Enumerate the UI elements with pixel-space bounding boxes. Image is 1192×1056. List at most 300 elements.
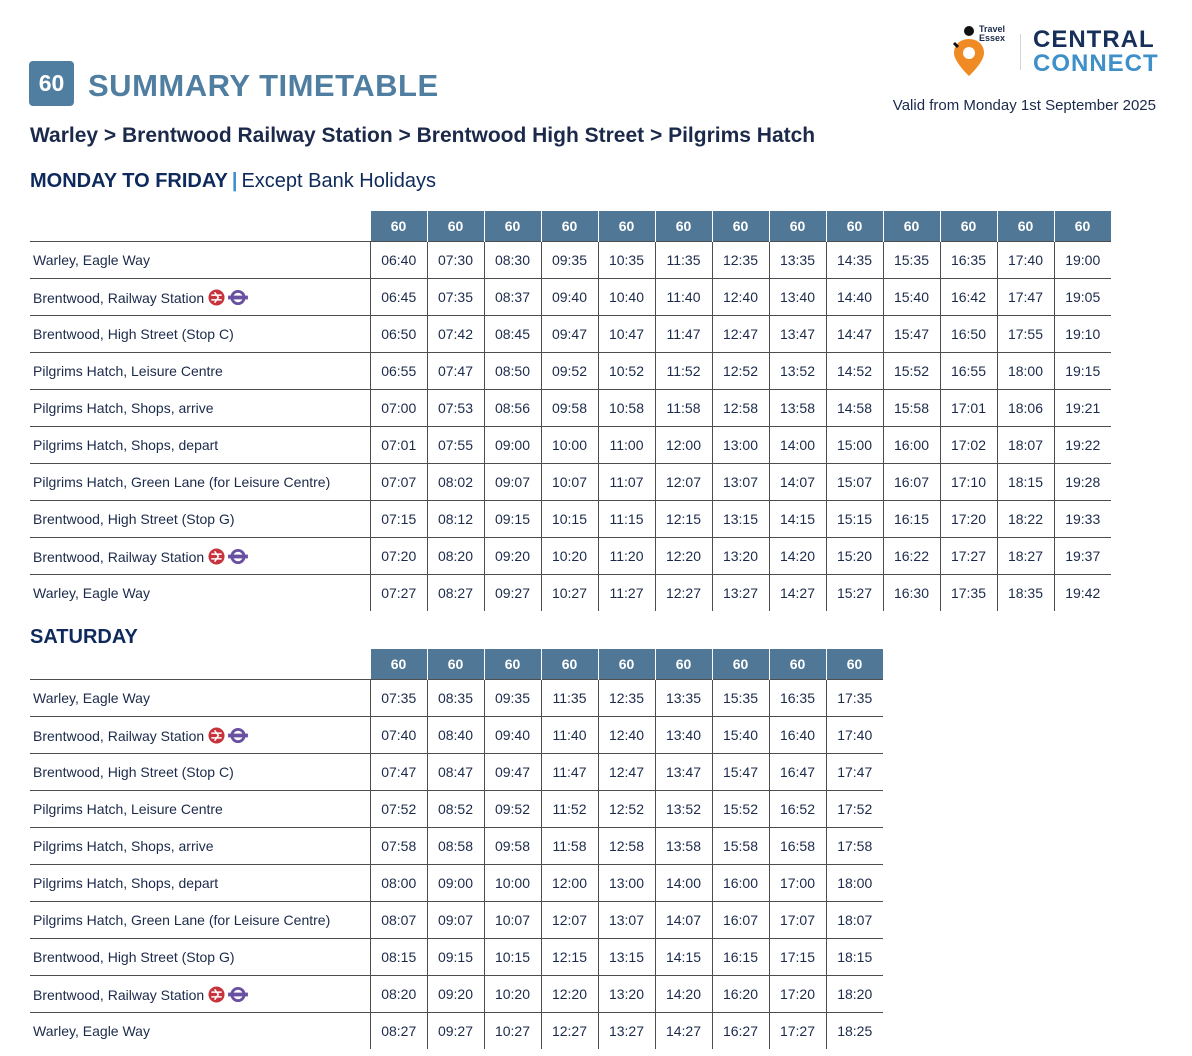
timetable-row xyxy=(30,680,883,717)
departure-time: 19:00 xyxy=(1054,242,1111,279)
departure-time: 09:52 xyxy=(484,791,541,828)
departure-time: 13:52 xyxy=(769,353,826,390)
rail-interchange-icons xyxy=(208,986,249,1003)
departure-time: 17:01 xyxy=(940,390,997,427)
departure-time: 09:15 xyxy=(484,501,541,538)
departure-time: 09:40 xyxy=(541,279,598,316)
departure-time: 17:27 xyxy=(940,538,997,575)
departure-time: 17:07 xyxy=(769,902,826,939)
stop-name-cell xyxy=(30,680,371,717)
departure-time: 16:07 xyxy=(712,902,769,939)
stop-name: Brentwood, Railway Station xyxy=(33,727,205,744)
departure-time: 18:22 xyxy=(997,501,1054,538)
departure-time: 12:40 xyxy=(598,717,655,754)
departure-time: 11:40 xyxy=(655,279,712,316)
departure-time: 13:15 xyxy=(598,939,655,976)
timetable-row xyxy=(30,427,1111,464)
departure-time: 08:56 xyxy=(484,390,541,427)
stop-column-header xyxy=(30,211,371,242)
stop-name-cell xyxy=(30,501,371,538)
departure-time: 19:22 xyxy=(1054,427,1111,464)
departure-time: 11:40 xyxy=(541,717,598,754)
departure-time: 19:28 xyxy=(1054,464,1111,501)
departure-time: 15:47 xyxy=(883,316,940,353)
departure-time: 13:35 xyxy=(655,680,712,717)
departure-time: 12:35 xyxy=(712,242,769,279)
timetable-row xyxy=(30,976,883,1013)
valid-from-date: Valid from Monday 1st September 2025 xyxy=(892,97,1156,114)
stop-name: Pilgrims Hatch, Shops, depart xyxy=(33,875,219,891)
service-number-header: 60 xyxy=(427,649,484,680)
departure-time: 07:15 xyxy=(371,501,428,538)
departure-time: 07:07 xyxy=(371,464,428,501)
departure-time: 16:20 xyxy=(712,976,769,1013)
departure-time: 15:07 xyxy=(826,464,883,501)
service-number-header: 60 xyxy=(484,649,541,680)
departure-time: 09:35 xyxy=(484,680,541,717)
departure-time: 11:52 xyxy=(541,791,598,828)
departure-time: 18:06 xyxy=(997,390,1054,427)
service-number-header: 60 xyxy=(598,649,655,680)
departure-time: 16:55 xyxy=(940,353,997,390)
departure-time: 16:30 xyxy=(883,575,940,612)
departure-time: 07:52 xyxy=(371,791,428,828)
service-number-header: 60 xyxy=(371,211,428,242)
service-number-header: 60 xyxy=(655,211,712,242)
departure-time: 17:55 xyxy=(997,316,1054,353)
departure-time: 15:58 xyxy=(883,390,940,427)
departure-time: 16:27 xyxy=(712,1013,769,1050)
stop-name: Pilgrims Hatch, Leisure Centre xyxy=(33,363,223,379)
stop-name: Pilgrims Hatch, Shops, arrive xyxy=(33,400,214,416)
departure-time: 14:58 xyxy=(826,390,883,427)
departure-time: 13:00 xyxy=(712,427,769,464)
route-description: Warley > Brentwood Railway Station > Brentwood High Street > Pilgrims Hatch xyxy=(30,124,816,147)
departure-time: 13:58 xyxy=(655,828,712,865)
stop-name-cell xyxy=(30,1013,371,1050)
departure-time: 13:35 xyxy=(769,242,826,279)
departure-time: 13:27 xyxy=(712,575,769,612)
departure-time: 10:27 xyxy=(484,1013,541,1050)
departure-time: 13:40 xyxy=(655,717,712,754)
departure-time: 10:47 xyxy=(598,316,655,353)
heading-separator: | xyxy=(231,170,238,192)
stop-name: Warley, Eagle Way xyxy=(33,690,150,706)
departure-time: 14:07 xyxy=(655,902,712,939)
timetable-row xyxy=(30,1013,883,1050)
national-rail-icon xyxy=(208,289,225,306)
national-rail-icon xyxy=(208,727,225,744)
departure-time: 15:40 xyxy=(883,279,940,316)
departure-time: 07:47 xyxy=(427,353,484,390)
departure-time: 14:20 xyxy=(655,976,712,1013)
departure-time: 13:52 xyxy=(655,791,712,828)
departure-time: 06:55 xyxy=(371,353,428,390)
departure-time: 09:00 xyxy=(427,865,484,902)
service-number-header: 60 xyxy=(1054,211,1111,242)
departure-time: 07:35 xyxy=(371,680,428,717)
departure-time: 17:27 xyxy=(769,1013,826,1050)
departure-time: 08:47 xyxy=(427,754,484,791)
departure-time: 08:35 xyxy=(427,680,484,717)
departure-time: 17:20 xyxy=(940,501,997,538)
departure-time: 13:15 xyxy=(712,501,769,538)
stop-name-cell xyxy=(30,939,371,976)
departure-time: 10:35 xyxy=(598,242,655,279)
departure-time: 14:20 xyxy=(769,538,826,575)
departure-time: 11:27 xyxy=(598,575,655,612)
departure-time: 14:07 xyxy=(769,464,826,501)
timetable-row xyxy=(30,538,1111,575)
stop-name-cell xyxy=(30,828,371,865)
departure-time: 08:20 xyxy=(371,976,428,1013)
travel-essex-text: Travel Essex xyxy=(979,24,1006,43)
departure-time: 08:07 xyxy=(371,902,428,939)
saturday-timetable xyxy=(30,649,884,1049)
departure-time: 19:10 xyxy=(1054,316,1111,353)
departure-time: 08:30 xyxy=(484,242,541,279)
stop-name: Brentwood, High Street (Stop C) xyxy=(33,326,234,342)
stop-name: Brentwood, Railway Station xyxy=(33,548,205,565)
departure-time: 12:40 xyxy=(712,279,769,316)
departure-time: 15:35 xyxy=(883,242,940,279)
stop-name-cell xyxy=(30,316,371,353)
departure-time: 09:58 xyxy=(541,390,598,427)
departure-time: 08:52 xyxy=(427,791,484,828)
departure-time: 12:47 xyxy=(598,754,655,791)
operator-logo xyxy=(950,22,1160,80)
departure-time: 13:07 xyxy=(712,464,769,501)
service-number-header: 60 xyxy=(940,211,997,242)
timetable-row xyxy=(30,754,883,791)
departure-time: 19:21 xyxy=(1054,390,1111,427)
departure-time: 14:15 xyxy=(769,501,826,538)
departure-time: 15:15 xyxy=(826,501,883,538)
departure-time: 08:50 xyxy=(484,353,541,390)
departure-time: 06:50 xyxy=(371,316,428,353)
departure-time: 12:20 xyxy=(541,976,598,1013)
saturday-heading xyxy=(30,626,138,649)
departure-time: 16:07 xyxy=(883,464,940,501)
national-rail-icon xyxy=(208,548,225,565)
departure-time: 15:20 xyxy=(826,538,883,575)
departure-time: 06:40 xyxy=(371,242,428,279)
departure-time: 13:20 xyxy=(598,976,655,1013)
service-number-header: 60 xyxy=(712,649,769,680)
page-title: SUMMARY TIMETABLE xyxy=(88,68,439,103)
service-number-header: 60 xyxy=(427,211,484,242)
departure-time: 12:07 xyxy=(541,902,598,939)
departure-time: 10:58 xyxy=(598,390,655,427)
stop-name: Pilgrims Hatch, Shops, arrive xyxy=(33,838,214,854)
departure-time: 09:47 xyxy=(541,316,598,353)
departure-time: 08:37 xyxy=(484,279,541,316)
service-number-header: 60 xyxy=(826,211,883,242)
departure-time: 09:35 xyxy=(541,242,598,279)
departure-time: 07:20 xyxy=(371,538,428,575)
timetable-row xyxy=(30,791,883,828)
departure-time: 16:42 xyxy=(940,279,997,316)
weekday-timetable xyxy=(30,211,1112,611)
departure-time: 08:58 xyxy=(427,828,484,865)
departure-time: 08:12 xyxy=(427,501,484,538)
departure-time: 18:07 xyxy=(826,902,883,939)
timetable-row xyxy=(30,390,1111,427)
departure-time: 19:37 xyxy=(1054,538,1111,575)
departure-time: 10:20 xyxy=(484,976,541,1013)
departure-time: 15:40 xyxy=(712,717,769,754)
departure-time: 17:35 xyxy=(826,680,883,717)
departure-time: 09:47 xyxy=(484,754,541,791)
departure-time: 19:42 xyxy=(1054,575,1111,612)
timetable-row xyxy=(30,501,1111,538)
departure-time: 08:00 xyxy=(371,865,428,902)
stop-name-cell xyxy=(30,791,371,828)
departure-time: 14:40 xyxy=(826,279,883,316)
departure-time: 16:15 xyxy=(712,939,769,976)
service-number-header: 60 xyxy=(541,211,598,242)
departure-time: 08:27 xyxy=(371,1013,428,1050)
departure-time: 08:15 xyxy=(371,939,428,976)
departure-time: 08:45 xyxy=(484,316,541,353)
stop-name-cell xyxy=(30,754,371,791)
departure-time: 09:00 xyxy=(484,427,541,464)
weekday-heading-main: MONDAY TO FRIDAY xyxy=(30,170,228,192)
departure-time: 15:00 xyxy=(826,427,883,464)
timetable-row xyxy=(30,279,1111,316)
departure-time: 18:00 xyxy=(997,353,1054,390)
departure-time: 12:00 xyxy=(541,865,598,902)
departure-time: 14:27 xyxy=(655,1013,712,1050)
departure-time: 14:52 xyxy=(826,353,883,390)
elizabeth-line-icon xyxy=(227,548,249,565)
saturday-heading-main: SATURDAY xyxy=(30,626,138,648)
departure-time: 11:07 xyxy=(598,464,655,501)
departure-time: 13:27 xyxy=(598,1013,655,1050)
departure-time: 11:35 xyxy=(541,680,598,717)
timetable-row xyxy=(30,464,1111,501)
departure-time: 09:07 xyxy=(484,464,541,501)
stop-name: Brentwood, High Street (Stop G) xyxy=(33,511,235,527)
departure-time: 07:35 xyxy=(427,279,484,316)
departure-time: 14:00 xyxy=(655,865,712,902)
departure-time: 07:40 xyxy=(371,717,428,754)
departure-time: 07:01 xyxy=(371,427,428,464)
stop-name: Warley, Eagle Way xyxy=(33,252,150,268)
departure-time: 14:27 xyxy=(769,575,826,612)
departure-time: 13:58 xyxy=(769,390,826,427)
departure-time: 19:05 xyxy=(1054,279,1111,316)
service-number-header: 60 xyxy=(883,211,940,242)
departure-time: 07:58 xyxy=(371,828,428,865)
departure-time: 15:52 xyxy=(712,791,769,828)
stop-name: Brentwood, Railway Station xyxy=(33,986,205,1003)
departure-time: 11:35 xyxy=(655,242,712,279)
departure-time: 15:58 xyxy=(712,828,769,865)
departure-time: 07:53 xyxy=(427,390,484,427)
departure-time: 17:20 xyxy=(769,976,826,1013)
departure-time: 17:47 xyxy=(997,279,1054,316)
departure-time: 10:07 xyxy=(541,464,598,501)
departure-time: 08:20 xyxy=(427,538,484,575)
departure-time: 15:47 xyxy=(712,754,769,791)
departure-time: 16:58 xyxy=(769,828,826,865)
service-header-row xyxy=(30,649,883,680)
departure-time: 18:15 xyxy=(997,464,1054,501)
departure-time: 10:00 xyxy=(541,427,598,464)
departure-time: 09:20 xyxy=(427,976,484,1013)
timetable-row xyxy=(30,939,883,976)
departure-time: 17:58 xyxy=(826,828,883,865)
timetable-row xyxy=(30,902,883,939)
departure-time: 10:15 xyxy=(541,501,598,538)
departure-time: 16:22 xyxy=(883,538,940,575)
stop-name-cell xyxy=(30,717,371,754)
departure-time: 07:00 xyxy=(371,390,428,427)
departure-time: 16:35 xyxy=(769,680,826,717)
elizabeth-line-icon xyxy=(227,986,249,1003)
stop-name: Warley, Eagle Way xyxy=(33,1023,150,1039)
rail-interchange-icons xyxy=(208,548,249,565)
service-number-header: 60 xyxy=(997,211,1054,242)
departure-time: 12:27 xyxy=(655,575,712,612)
departure-time: 18:07 xyxy=(997,427,1054,464)
departure-time: 16:00 xyxy=(883,427,940,464)
departure-time: 10:15 xyxy=(484,939,541,976)
departure-time: 18:27 xyxy=(997,538,1054,575)
departure-time: 09:58 xyxy=(484,828,541,865)
departure-time: 16:40 xyxy=(769,717,826,754)
stop-name-cell xyxy=(30,902,371,939)
departure-time: 18:25 xyxy=(826,1013,883,1050)
departure-time: 13:40 xyxy=(769,279,826,316)
stop-name: Brentwood, High Street (Stop G) xyxy=(33,949,235,965)
departure-time: 08:40 xyxy=(427,717,484,754)
departure-time: 12:20 xyxy=(655,538,712,575)
departure-time: 17:35 xyxy=(940,575,997,612)
timetable-row xyxy=(30,316,1111,353)
stop-name-cell xyxy=(30,279,371,316)
departure-time: 18:00 xyxy=(826,865,883,902)
departure-time: 16:50 xyxy=(940,316,997,353)
departure-time: 18:35 xyxy=(997,575,1054,612)
departure-time: 18:20 xyxy=(826,976,883,1013)
departure-time: 11:00 xyxy=(598,427,655,464)
departure-time: 19:33 xyxy=(1054,501,1111,538)
departure-time: 14:00 xyxy=(769,427,826,464)
departure-time: 10:40 xyxy=(598,279,655,316)
departure-time: 06:45 xyxy=(371,279,428,316)
departure-time: 13:47 xyxy=(655,754,712,791)
departure-time: 16:52 xyxy=(769,791,826,828)
stop-column-header xyxy=(30,649,371,680)
stop-name-cell xyxy=(30,865,371,902)
route-number-badge: 60 xyxy=(29,61,74,106)
departure-time: 17:00 xyxy=(769,865,826,902)
departure-time: 18:15 xyxy=(826,939,883,976)
stop-name-cell xyxy=(30,353,371,390)
departure-time: 09:27 xyxy=(484,575,541,612)
departure-time: 11:20 xyxy=(598,538,655,575)
service-number-header: 60 xyxy=(712,211,769,242)
departure-time: 09:15 xyxy=(427,939,484,976)
timetable-row xyxy=(30,865,883,902)
departure-time: 09:40 xyxy=(484,717,541,754)
stop-name: Pilgrims Hatch, Leisure Centre xyxy=(33,801,223,817)
departure-time: 10:20 xyxy=(541,538,598,575)
timetable-row xyxy=(30,353,1111,390)
rail-interchange-icons xyxy=(208,727,249,744)
departure-time: 15:52 xyxy=(883,353,940,390)
service-number-header: 60 xyxy=(371,649,428,680)
departure-time: 09:27 xyxy=(427,1013,484,1050)
departure-time: 12:15 xyxy=(655,501,712,538)
timetable-row xyxy=(30,242,1111,279)
weekday-heading xyxy=(30,170,436,193)
departure-time: 12:00 xyxy=(655,427,712,464)
departure-time: 09:07 xyxy=(427,902,484,939)
departure-time: 14:15 xyxy=(655,939,712,976)
service-number-header: 60 xyxy=(484,211,541,242)
departure-time: 17:47 xyxy=(826,754,883,791)
departure-time: 14:35 xyxy=(826,242,883,279)
timetable-row xyxy=(30,717,883,754)
departure-time: 10:00 xyxy=(484,865,541,902)
departure-time: 13:07 xyxy=(598,902,655,939)
departure-time: 08:02 xyxy=(427,464,484,501)
departure-time: 16:47 xyxy=(769,754,826,791)
departure-time: 17:52 xyxy=(826,791,883,828)
departure-time: 15:27 xyxy=(826,575,883,612)
service-number-header: 60 xyxy=(541,649,598,680)
stop-name-cell xyxy=(30,242,371,279)
service-header-row xyxy=(30,211,1111,242)
departure-time: 09:20 xyxy=(484,538,541,575)
departure-time: 07:27 xyxy=(371,575,428,612)
departure-time: 11:15 xyxy=(598,501,655,538)
service-number-header: 60 xyxy=(769,211,826,242)
departure-time: 11:58 xyxy=(655,390,712,427)
departure-time: 12:52 xyxy=(712,353,769,390)
departure-time: 11:47 xyxy=(541,754,598,791)
timetable-row xyxy=(30,575,1111,612)
national-rail-icon xyxy=(208,986,225,1003)
departure-time: 10:27 xyxy=(541,575,598,612)
departure-time: 11:52 xyxy=(655,353,712,390)
departure-time: 07:47 xyxy=(371,754,428,791)
departure-time: 11:47 xyxy=(655,316,712,353)
logo-divider xyxy=(1020,34,1021,70)
departure-time: 13:00 xyxy=(598,865,655,902)
departure-time: 12:58 xyxy=(598,828,655,865)
departure-time: 14:47 xyxy=(826,316,883,353)
stop-name-cell xyxy=(30,538,371,575)
departure-time: 12:27 xyxy=(541,1013,598,1050)
service-number-header: 60 xyxy=(655,649,712,680)
rail-interchange-icons xyxy=(208,289,249,306)
departure-time: 12:52 xyxy=(598,791,655,828)
departure-time: 16:00 xyxy=(712,865,769,902)
stop-name-cell xyxy=(30,464,371,501)
stop-name-cell xyxy=(30,976,371,1013)
central-connect-logo: CENTRAL CONNECT xyxy=(1033,26,1159,77)
departure-time: 13:47 xyxy=(769,316,826,353)
departure-time: 17:10 xyxy=(940,464,997,501)
stop-name: Warley, Eagle Way xyxy=(33,585,150,601)
departure-time: 17:02 xyxy=(940,427,997,464)
weekday-heading-sub: Except Bank Holidays xyxy=(241,170,436,192)
stop-name: Brentwood, Railway Station xyxy=(33,289,205,306)
